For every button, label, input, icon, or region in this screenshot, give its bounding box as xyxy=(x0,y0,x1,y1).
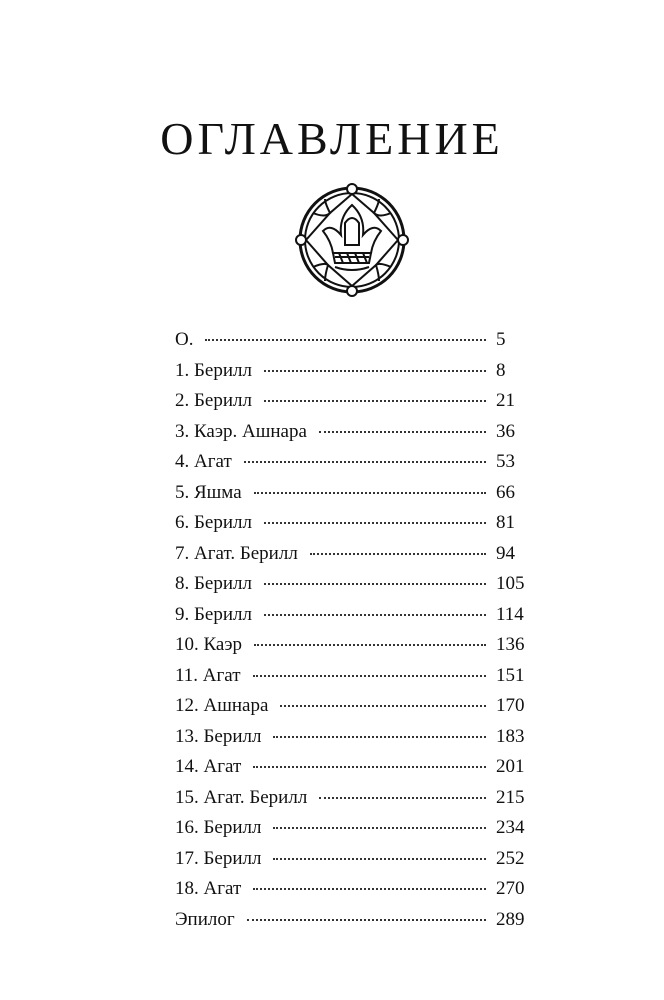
toc-entry-title: 9. Берилл xyxy=(175,603,252,625)
toc-entry-title: 12. Ашнара xyxy=(175,695,269,716)
toc-entry[interactable] xyxy=(175,451,540,482)
toc-entry[interactable] xyxy=(175,909,540,940)
toc-entry[interactable] xyxy=(175,817,540,848)
dot-leader xyxy=(264,522,486,524)
dot-leader xyxy=(253,766,486,768)
toc-entry-title: 14. Агат xyxy=(175,756,242,777)
toc-entry-page: 136 xyxy=(496,634,525,655)
toc-entry-page: 81 xyxy=(496,512,515,533)
dot-leader xyxy=(244,461,486,463)
toc-entry-title: 8. Берилл xyxy=(175,573,252,594)
toc-entry-title: 4. Агат xyxy=(175,451,232,472)
toc-entry-title: 5. Яшма xyxy=(175,481,242,503)
toc-entry[interactable] xyxy=(175,695,540,726)
toc-entry-page: 151 xyxy=(496,664,525,686)
toc-entry-page: 289 xyxy=(496,908,525,930)
toc-entry-title: 2. Берилл xyxy=(175,390,252,411)
toc-entry-page: 215 xyxy=(496,786,525,808)
toc-entry-title: 3. Каэр. Ашнара xyxy=(175,420,307,442)
dot-leader xyxy=(254,492,486,494)
toc-entry[interactable] xyxy=(175,665,540,696)
toc-entry[interactable] xyxy=(175,634,540,665)
dot-leader xyxy=(273,858,486,860)
toc-entry-title: 1. Берилл xyxy=(175,359,252,381)
dot-leader xyxy=(310,553,486,555)
toc-entry-page: 36 xyxy=(496,420,515,442)
toc-entry-page: 8 xyxy=(496,359,506,381)
toc-entry[interactable] xyxy=(175,726,540,757)
toc-entry[interactable] xyxy=(175,878,540,909)
toc-entry[interactable] xyxy=(175,604,540,635)
toc-entry[interactable] xyxy=(175,482,540,513)
toc-entry-title: 10. Каэр xyxy=(175,634,243,655)
toc-entry[interactable] xyxy=(175,543,540,574)
dot-leader xyxy=(319,797,486,799)
toc-entry-title: 17. Берилл xyxy=(175,847,262,869)
toc-entry-page: 21 xyxy=(496,390,515,411)
toc-entry-page: 252 xyxy=(496,847,525,869)
toc-entry-title: 11. Агат xyxy=(175,664,241,686)
toc-entry[interactable] xyxy=(175,360,540,391)
toc-entry-page: 94 xyxy=(496,542,515,564)
toc-entry[interactable] xyxy=(175,756,540,787)
dot-leader xyxy=(253,675,486,677)
dot-leader xyxy=(264,614,486,616)
toc-entry-title: 7. Агат. Берилл xyxy=(175,542,298,564)
table-of-contents xyxy=(175,329,540,939)
dot-leader xyxy=(264,400,486,402)
dot-leader xyxy=(280,705,486,707)
toc-entry-page: 114 xyxy=(496,603,524,625)
dot-leader xyxy=(205,339,486,341)
dot-leader xyxy=(264,583,486,585)
toc-entry-title: 13. Берилл xyxy=(175,725,262,747)
toc-entry[interactable] xyxy=(175,390,540,421)
toc-entry[interactable] xyxy=(175,787,540,818)
toc-entry-title: 6. Берилл xyxy=(175,512,252,533)
toc-entry-title: 15. Агат. Берилл xyxy=(175,786,308,808)
toc-entry-page: 5 xyxy=(496,329,506,350)
toc-entry-page: 201 xyxy=(496,756,525,777)
toc-entry[interactable] xyxy=(175,329,540,360)
dot-leader xyxy=(319,431,486,433)
toc-entry-page: 53 xyxy=(496,451,515,472)
dot-leader xyxy=(273,827,486,829)
toc-entry[interactable] xyxy=(175,848,540,879)
dot-leader xyxy=(247,919,486,921)
dot-leader xyxy=(273,736,486,738)
toc-entry[interactable] xyxy=(175,512,540,543)
toc-entry-title: 18. Агат xyxy=(175,878,242,899)
crown-emblem-icon xyxy=(295,183,409,297)
page-title: ОГЛАВЛЕНИЕ xyxy=(160,113,504,164)
toc-entry-title: О. xyxy=(175,329,194,350)
toc-entry-page: 270 xyxy=(496,878,525,899)
toc-entry[interactable] xyxy=(175,573,540,604)
dot-leader xyxy=(253,888,486,890)
dot-leader xyxy=(254,644,486,646)
toc-entry[interactable] xyxy=(175,421,540,452)
dot-leader xyxy=(264,370,486,372)
toc-entry-page: 234 xyxy=(496,817,525,838)
toc-entry-page: 170 xyxy=(496,695,525,716)
toc-entry-page: 105 xyxy=(496,573,525,594)
toc-entry-title: Эпилог xyxy=(175,908,235,930)
toc-entry-page: 183 xyxy=(496,725,525,747)
toc-entry-page: 66 xyxy=(496,481,515,503)
toc-entry-title: 16. Берилл xyxy=(175,817,262,838)
